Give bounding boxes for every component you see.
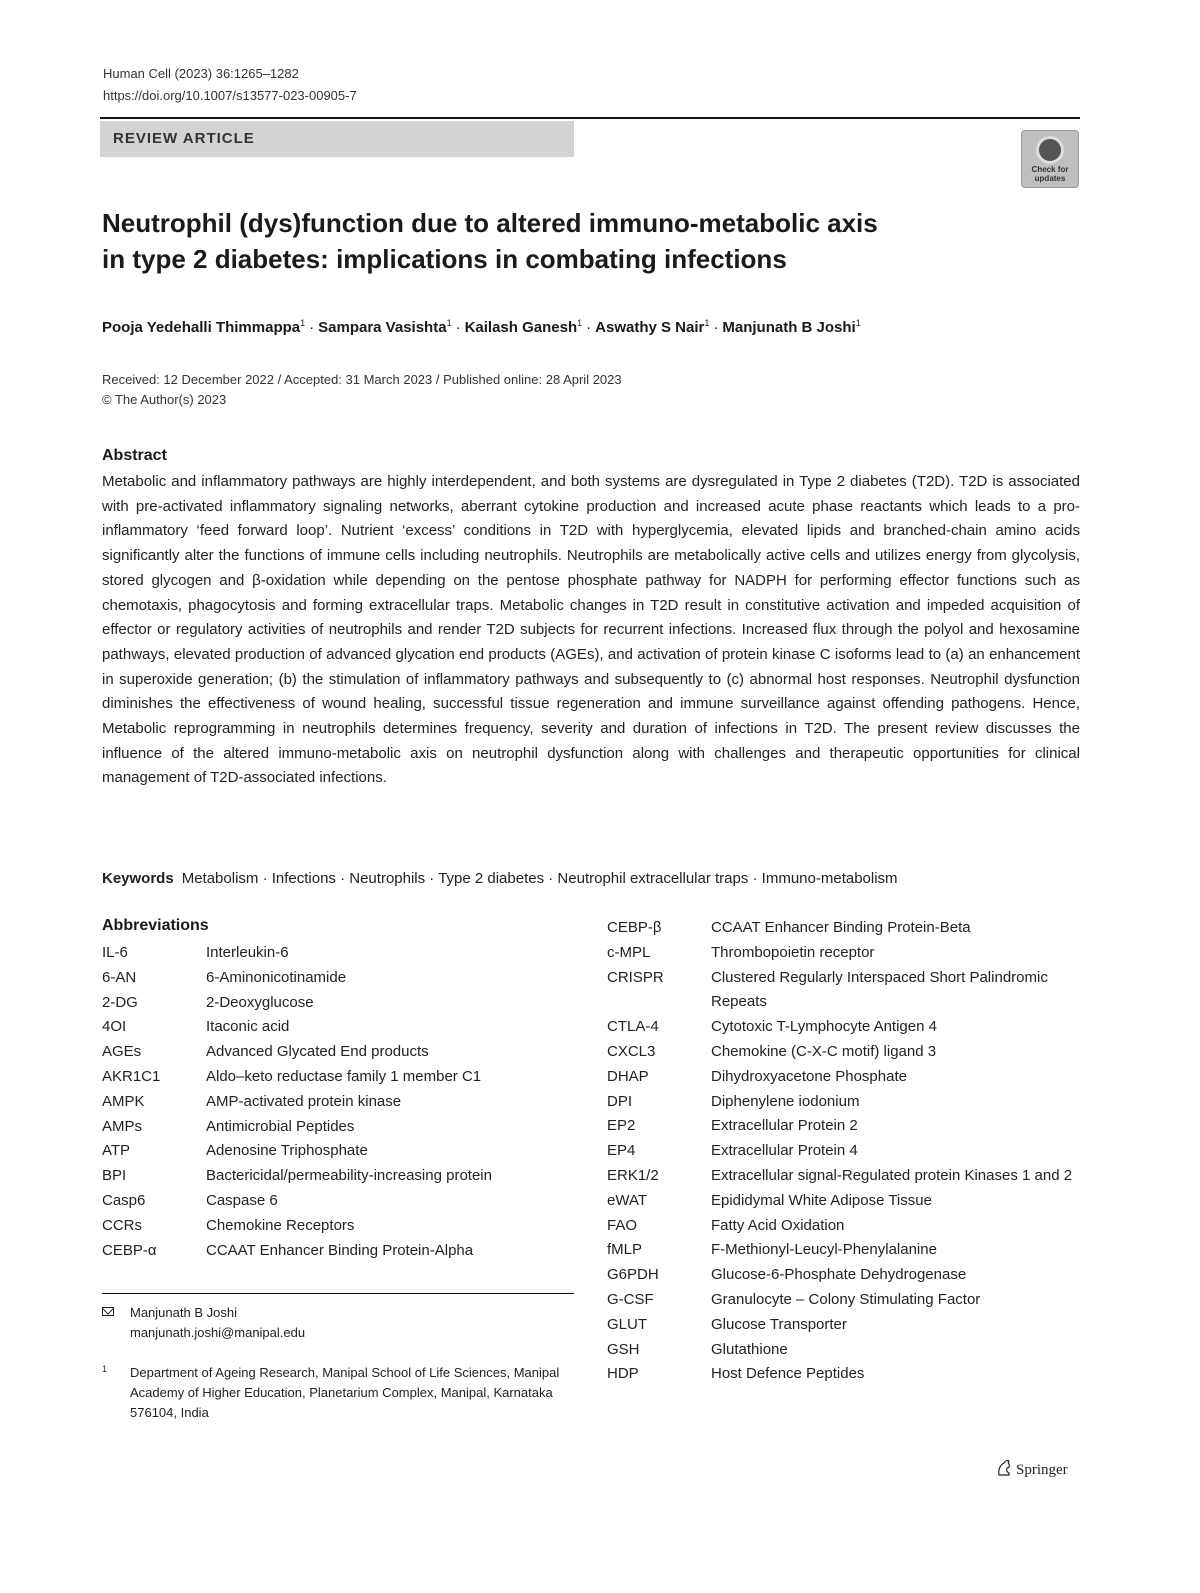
publication-dates: Received: 12 December 2022 / Accepted: 31 March 2023 / Published online: 28 April 2023 [102,372,622,387]
abbreviation-definition: 2-Deoxyglucose [206,993,314,1011]
abbreviation-definition: Adenosine Triphosphate [206,1142,368,1160]
crossmark-icon [1036,136,1064,164]
abbreviation-term: ATP [102,1142,131,1160]
abbreviation-definition: Thrombopoietin receptor [711,943,875,961]
abbreviation-definition: Clustered Regularly Interspaced Short Palindromic Repeats [711,968,1048,1011]
abbreviation-definition: AMP-activated protein kinase [206,1092,402,1110]
abbreviation-definition: Antimicrobial Peptides [206,1117,355,1135]
author-affiliation-marker: 1 [446,318,452,328]
abbreviations-right-column [607,916,1082,1387]
abbreviation-term: fMLP [607,1241,643,1259]
abbreviation-term: CRISPR [607,968,664,986]
author-affiliation-marker: 1 [704,318,710,328]
abbreviation-definition: F-Methionyl-Leucyl-Phenylalanine [711,1241,937,1259]
abbreviation-term: CEBP-β [607,919,662,936]
abbreviation-term: GLUT [607,1315,648,1333]
author-name: Pooja Yedehalli Thimmappa [102,319,301,336]
abbreviation-row [607,1189,1082,1214]
abbreviation-term: EP2 [607,1117,636,1135]
abbreviation-definition: Glucose Transporter [711,1315,847,1333]
abbreviation-definition: Bactericidal/permeability-increasing protein [206,1167,492,1185]
abstract-text: Metabolic and inflammatory pathways are highly interdependent, and both systems are dysregulated in Type 2 diabetes (T2D). T2D is associated with pre-activated inflammatory signaling networks, aberrant cytokine production and increased acute phase reactants which leads to a pro-inflammatory ‘feed forward loop’. Nutrient ‘excess’ conditions in T2D with hyperglycemia, elevated lipids and branched-chain amino acids significantly alter the functions of immune cells including neutrophils. Neutrophils are metabolically active cells and utilizes energy from glycolysis, stored glycogen and β-oxidation while depending on the pentose phosphate pathway for NADPH for performing effector functions such as chemotaxis, phagocytosis and forming extracellular traps. Metabolic changes in T2D result in constitutive activation and impeded acquisition of effector or regulatory activities of neutrophils and render T2D subjects for recurrent infections. Increased flux through the polyol and hexosamine pathways, elevated production of advanced glycation end products (AGEs), and activation of protein kinase C isoforms lead to (a) an enhancement in superoxide generation; (b) the stimulation of inflammatory pathways and subsequently to (c) abnormal host responses. Neutrophil dysfunction diminishes the effectiveness of wound healing, successful tissue regeneration and immune surveillance against offending pathogens. Hence, Metabolic reprogramming in neutrophils determines frequency, severity and duration of infections in T2D. The present review discusses the influence of the altered immuno-metabolic axis on neutrophil dysfunction along with challenges and therapeutic opportunities for clinical management of T2D-associated infections. [102,473,1080,787]
affiliation-number: 1 [102,1364,108,1374]
abbreviation-row [607,1238,1082,1263]
abbreviation-term: 2-DG [102,993,138,1011]
author-name: Manjunath B Joshi [722,319,856,336]
publisher-logo [996,1459,1068,1479]
author-affiliation-marker: 1 [300,318,306,328]
abbreviation-row [607,1214,1082,1239]
abbreviation-definition: Chemokine Receptors [206,1216,355,1234]
abbreviation-definition: Chemokine (C-X-C motif) ligand 3 [711,1042,937,1060]
abbreviation-definition: CCAAT Enhancer Binding Protein-Beta [711,919,971,936]
abbreviation-definition: Caspase 6 [206,1191,278,1209]
abbreviation-row [102,1040,574,1065]
abbreviation-term: CTLA-4 [607,1018,659,1036]
abbreviation-row [102,1115,574,1140]
header-rule [100,117,1080,119]
abbreviation-definition: Glucose-6-Phosphate Dehydrogenase [711,1266,967,1284]
abbreviation-definition: Fatty Acid Oxidation [711,1216,845,1234]
author-separator: · [713,319,719,336]
abbreviation-term: eWAT [607,1191,647,1209]
abbreviation-row [102,1065,574,1090]
journal-reference: Human Cell (2023) 36:1265–1282 [103,66,299,81]
crossmark-label: Check for updates [1031,165,1069,183]
abbreviation-definition: Cytotoxic T-Lymphocyte Antigen 4 [711,1018,937,1036]
author-affiliation-marker: 1 [855,318,861,328]
abbreviation-term: CEBP-α [102,1241,157,1259]
abbreviation-row [102,1015,574,1040]
abbreviation-row [607,1015,1082,1040]
abbreviation-row [607,1065,1082,1090]
article-type-label: REVIEW ARTICLE [113,130,255,147]
abbreviation-row [102,1214,574,1239]
abbreviations-left-column [102,941,574,1263]
abbreviation-term: AMPK [102,1092,145,1110]
abbreviation-row [607,966,1082,1016]
abbreviation-term: DHAP [607,1067,649,1085]
abbreviation-term: DPI [607,1092,633,1110]
abbreviation-term: c-MPL [607,943,651,961]
abbreviation-definition: Extracellular Protein 4 [711,1142,858,1160]
abbreviation-term: 6-AN [102,968,137,986]
abbreviation-definition: Extracellular signal-Regulated protein Kinases 1 and 2 [711,1166,1073,1184]
author-separator: · [586,319,592,336]
abbreviation-definition: Granulocyte – Colony Stimulating Factor [711,1290,981,1308]
abbreviation-row [607,1313,1082,1338]
author-affiliation-marker: 1 [577,318,583,328]
author-name: Aswathy S Nair [595,319,705,336]
abbreviation-term: AMPs [102,1117,143,1135]
abbreviation-term: IL-6 [102,944,128,961]
corresponding-author: Manjunath B Joshi [130,1305,237,1320]
abbreviation-definition: Glutathione [711,1340,788,1358]
abbreviation-row [102,1139,574,1164]
abbreviation-definition: Diphenylene iodonium [711,1092,860,1110]
abbreviation-term: AKR1C1 [102,1067,161,1085]
abbreviation-definition: 6-Aminonicotinamide [206,968,347,986]
abbreviations-heading: Abbreviations [102,917,209,934]
abbreviation-row [607,1338,1082,1363]
keywords-label: Keywords [102,870,174,887]
abbreviation-term: CCRs [102,1216,142,1234]
abbreviation-term: Casp6 [102,1191,146,1209]
abbreviation-row [102,991,574,1016]
check-for-updates-button[interactable] [1021,130,1079,188]
abstract-heading: Abstract [102,447,167,464]
keywords-line [102,868,1082,890]
footnote-rule [102,1293,574,1294]
abbreviation-definition: Host Defence Peptides [711,1365,865,1383]
abbreviation-term: G-CSF [607,1290,654,1308]
abbreviation-term: FAO [607,1216,638,1234]
title-line-1: Neutrophil (dys)function due to altered immuno-metabolic axis [102,208,878,238]
abbreviation-row [102,941,574,966]
envelope-icon [102,1307,114,1316]
abbreviation-term: CXCL3 [607,1042,656,1060]
article-type-bar [100,121,574,157]
abbreviation-term: BPI [102,1167,127,1185]
publisher-name: Springer [1016,1462,1068,1478]
abbreviation-row [607,1288,1082,1313]
author-list [102,311,1082,340]
abbreviation-row [607,1139,1082,1164]
abbreviation-row [102,1189,574,1214]
abbreviation-definition: CCAAT Enhancer Binding Protein-Alpha [206,1241,474,1259]
abbreviation-row [607,1362,1082,1387]
affiliation-text: Department of Ageing Research, Manipal School of Life Sciences, Manipal Academy of Higher Education, Planetarium Complex, Manipal, Karnataka 576104, India [130,1365,560,1420]
abbreviation-row [102,966,574,991]
doi-link[interactable]: https://doi.org/10.1007/s13577-023-00905-7 [103,88,357,103]
author-separator: · [309,319,315,336]
abbreviation-row [607,1114,1082,1139]
corresponding-email[interactable]: manjunath.joshi@manipal.edu [130,1325,306,1340]
abbreviation-row [607,1164,1082,1189]
abbreviation-definition: Advanced Glycated End products [206,1043,429,1061]
title-line-2: in type 2 diabetes: implications in combating infections [102,244,787,274]
copyright-notice: © The Author(s) 2023 [102,392,227,407]
author-name: Sampara Vasishta [318,319,447,336]
author-separator: · [455,319,461,336]
abbreviation-definition: Interleukin-6 [206,944,289,961]
abbreviation-term: HDP [607,1365,639,1383]
abbreviation-term: GSH [607,1340,640,1358]
abbreviation-row [102,1239,574,1264]
springer-horse-icon [996,1459,1012,1477]
abbreviation-row [607,1263,1082,1288]
article-title [102,205,1002,277]
abbreviation-row [607,941,1082,966]
abbreviation-row [607,1040,1082,1065]
abbreviation-row [607,916,1082,941]
abbreviation-row [102,1090,574,1115]
abbreviation-definition: Itaconic acid [206,1018,290,1036]
abbreviation-row [607,1090,1082,1115]
abbreviation-definition: Epididymal White Adipose Tissue [711,1191,932,1209]
abbreviation-term: EP4 [607,1142,636,1160]
keywords-list: Metabolism · Infections · Neutrophils · Type 2 diabetes · Neutrophil extracellular traps · Immuno-metabolism [181,870,898,887]
abbreviation-term: G6PDH [607,1266,659,1284]
abbreviation-term: ERK1/2 [607,1166,659,1184]
abbreviation-term: 4OI [102,1018,127,1036]
abbreviation-row [102,1164,574,1189]
abbreviation-definition: Dihydroxyacetone Phosphate [711,1067,907,1085]
abbreviation-definition: Extracellular Protein 2 [711,1117,858,1135]
author-name: Kailash Ganesh [464,319,578,336]
abbreviation-term: AGEs [102,1043,142,1061]
abbreviation-definition: Aldo–keto reductase family 1 member C1 [206,1067,482,1085]
